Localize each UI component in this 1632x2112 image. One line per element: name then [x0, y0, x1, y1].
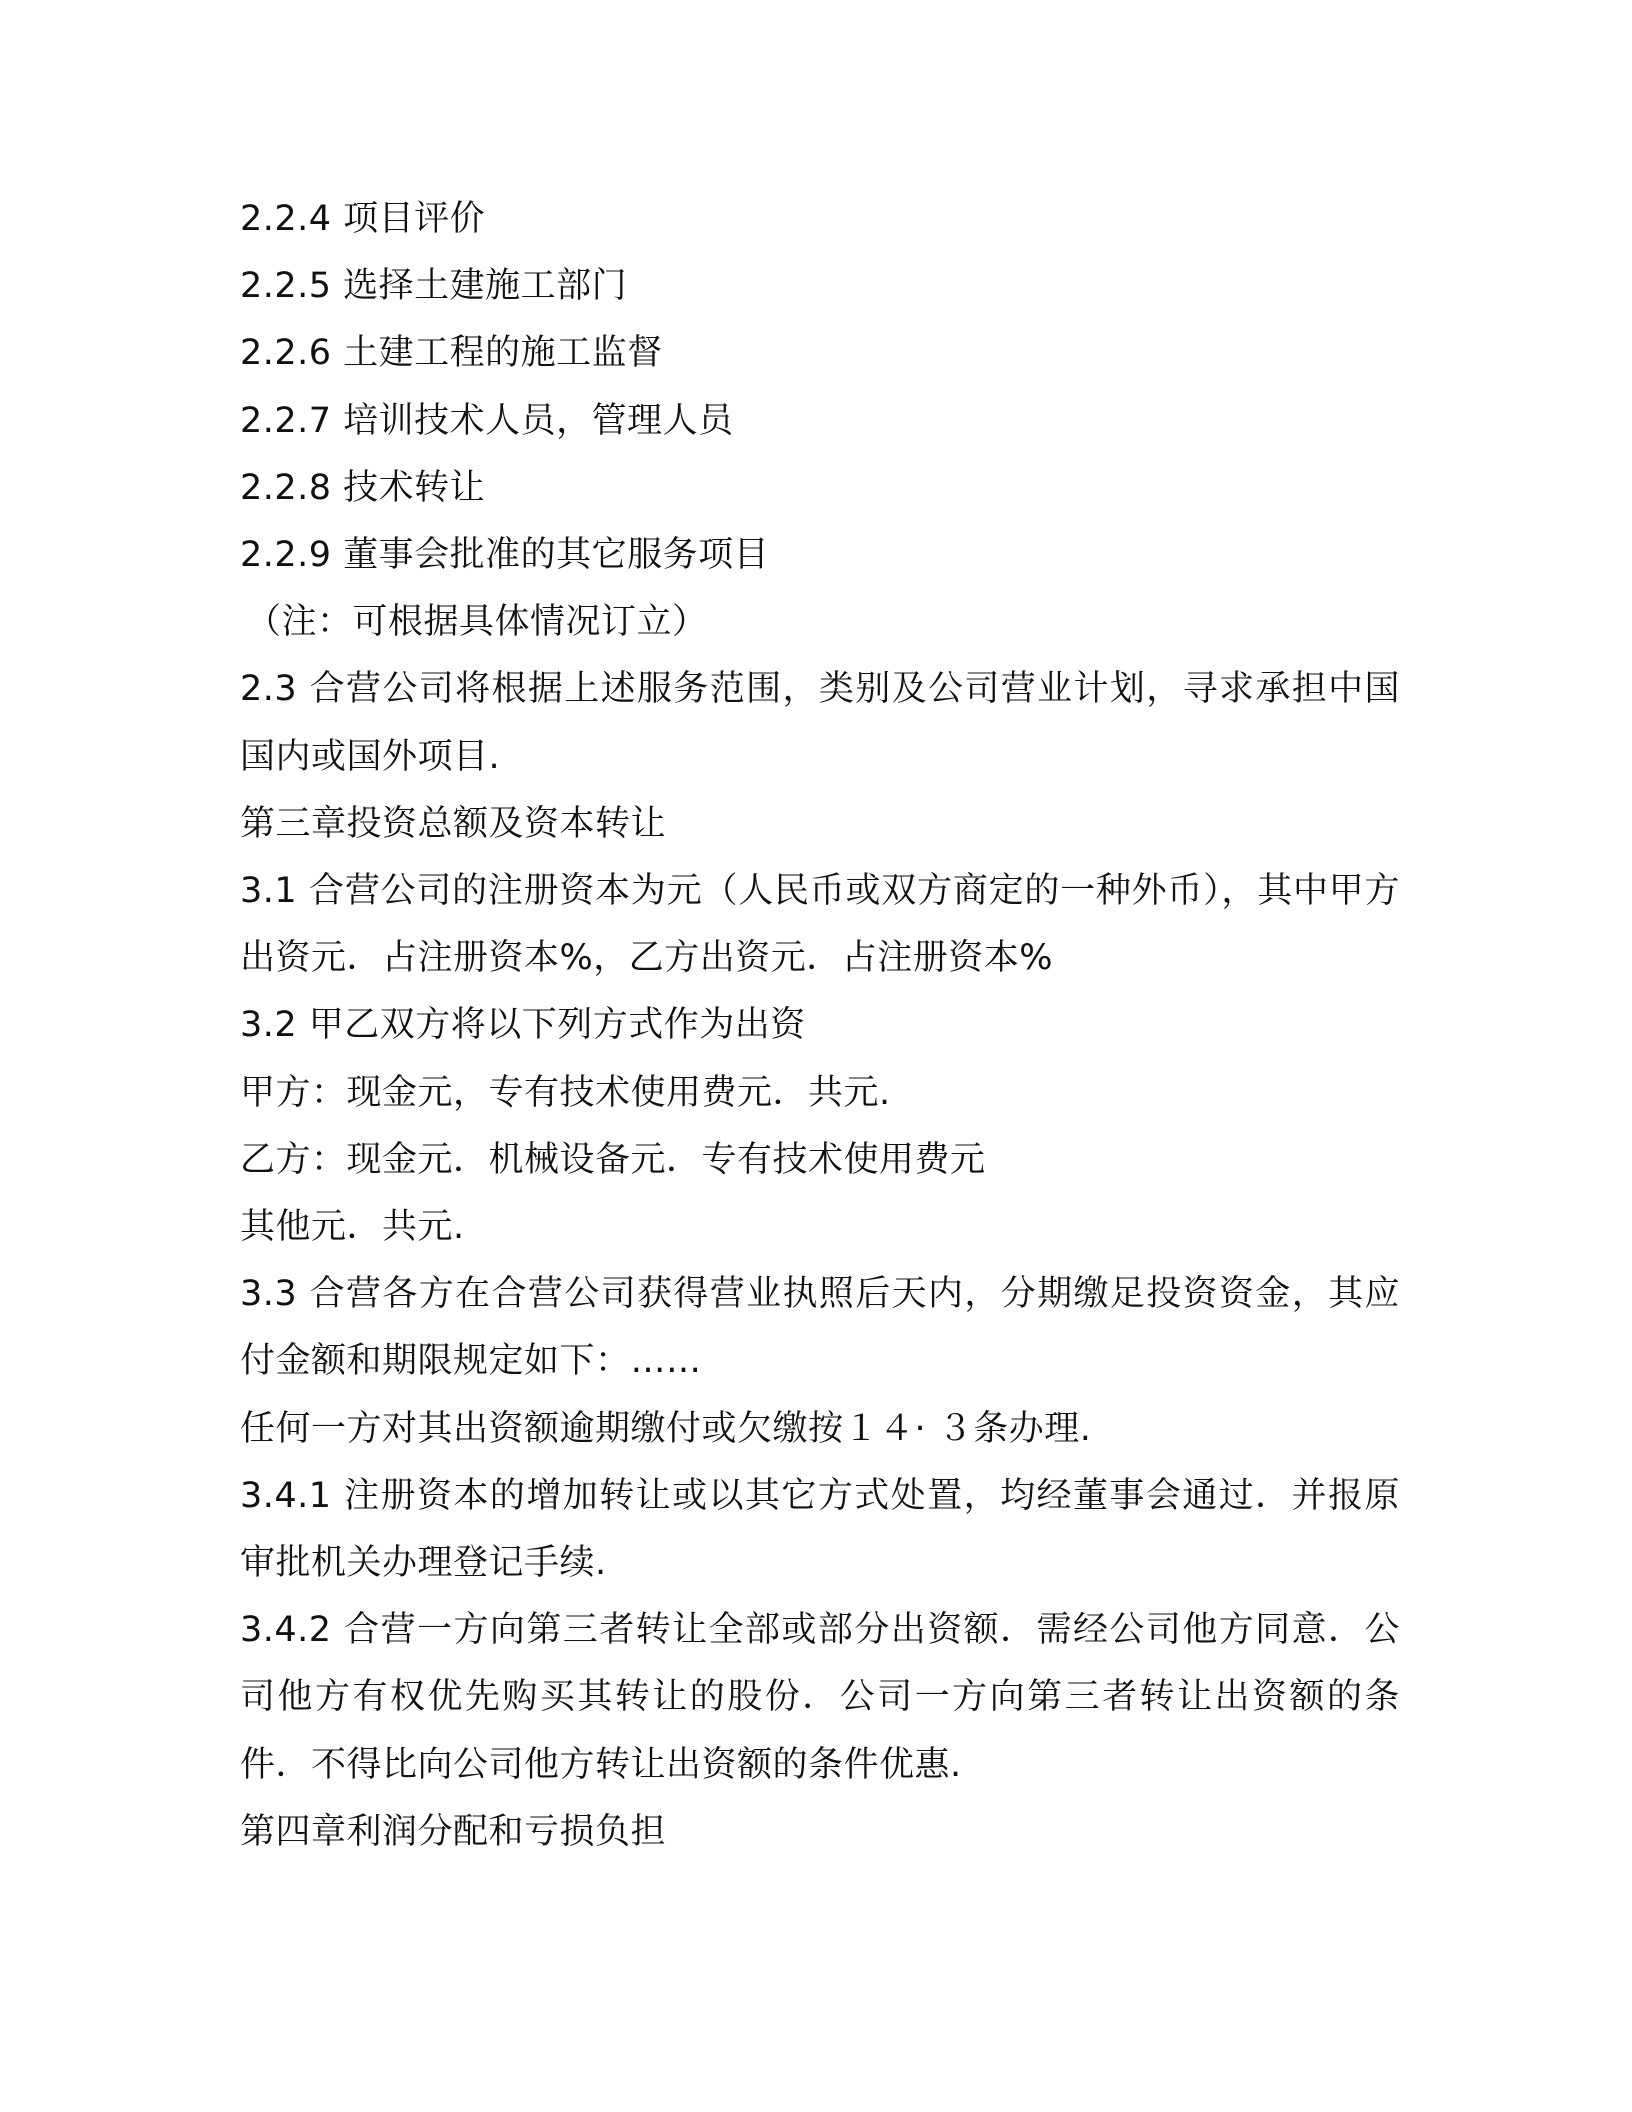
clause-3-3: 3.3 合营各方在合营公司获得营业执照后天内，分期缴足投资资金，其应付金额和期限规定如下：……: [240, 1274, 1400, 1382]
late-payment-line: 任何一方对其出资额逾期缴付或欠缴按１４· ３条办理.: [240, 1408, 1092, 1449]
other-contribution: 其他元．共元.: [240, 1207, 465, 1248]
clause-2-2-6: 2.2.6 土建工程的施工监督: [240, 333, 663, 374]
chapter-3-heading: 第三章投资总额及资本转让: [240, 803, 667, 844]
document-body: [240, 186, 1400, 1866]
party-a-contribution: 甲方：现金元，专有技术使用费元．共元.: [240, 1072, 891, 1113]
clause-3-2: 3.2 甲乙双方将以下列方式作为出资: [240, 1005, 806, 1046]
clause-2-2-8: 2.2.8 技术转让: [240, 467, 486, 508]
note-line: （注：可根据具体情况订立）: [246, 602, 708, 643]
clause-3-4-1: 3.4.1 注册资本的增加转让或以其它方式处置，均经董事会通过．并报原审批机关办理登记手续.: [240, 1475, 1400, 1584]
party-b-contribution: 乙方：现金元．机械设备元．专有技术使用费元: [240, 1139, 986, 1180]
clause-2-2-5: 2.2.5 选择土建施工部门: [240, 266, 628, 307]
clause-2-3: 2.3 合营公司将根据上述服务范围，类别及公司营业计划，寻求承担中国国内或国外项目.: [240, 669, 1400, 777]
clause-2-2-9: 2.2.9 董事会批准的其它服务项目: [240, 535, 770, 576]
clause-3-4-2: 3.4.2 合营一方向第三者转让全部或部分出资额．需经公司他方同意．公司他方有权优先购买其转让的股份．公司一方向第三者转让出资额的条件．不得比向公司他方转让出资额的条件优惠.: [240, 1610, 1400, 1785]
clause-2-2-4: 2.2.4 项目评价: [240, 199, 486, 239]
chapter-4-heading: 第四章利润分配和亏损负担: [240, 1811, 667, 1852]
clause-2-2-7: 2.2.7 培训技术人员，管理人员: [240, 400, 734, 441]
clause-3-1: 3.1 合营公司的注册资本为元（人民币或双方商定的一种外币），其中甲方出资元．占注册资本%，乙方出资元．占注册资本%: [240, 871, 1400, 979]
